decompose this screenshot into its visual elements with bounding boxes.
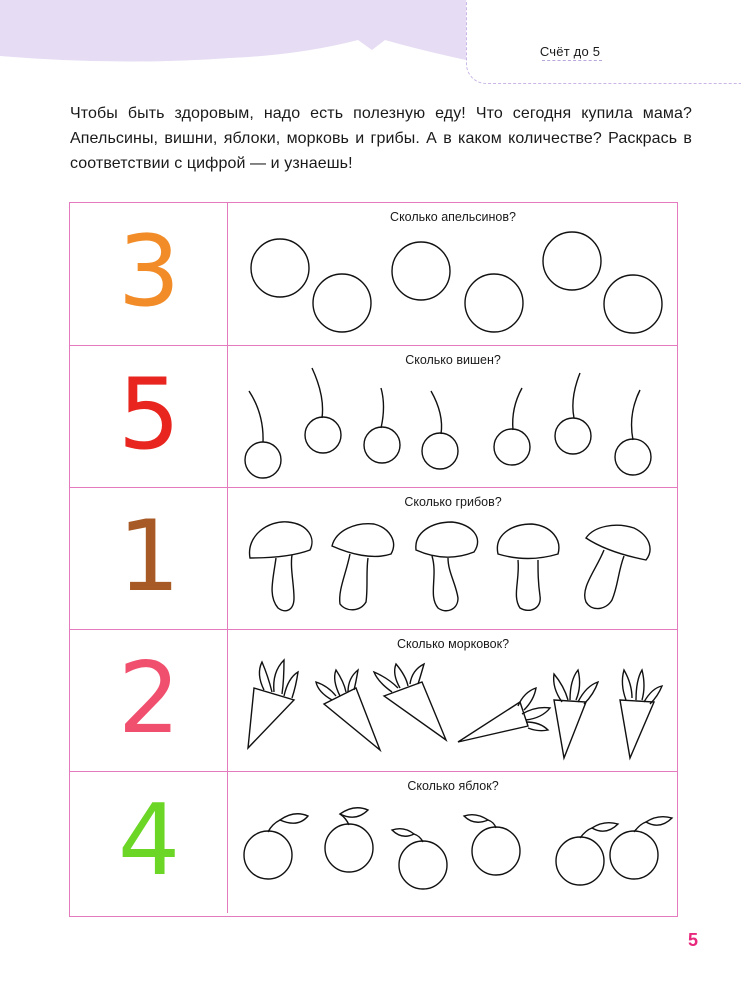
number-cell (70, 488, 228, 629)
task-instruction: Чтобы быть здоровым, надо есть полезную еду! Что сегодня купила мама? Апельсины, вишни, яблоки, морковь и грибы. А в каком количестве? Раскрась в соответствии с цифрой — и узнаешь! (70, 105, 692, 172)
cherry-stem (381, 388, 384, 428)
title-underline (542, 60, 602, 61)
page-number: 5 (687, 930, 698, 950)
question: Сколько вишен? (405, 353, 501, 367)
title-tab (466, 0, 741, 84)
apple-drawings[interactable] (228, 772, 678, 914)
cherry-stem (513, 388, 522, 430)
digit: 4 (117, 784, 181, 898)
cherry (555, 418, 591, 454)
row-apples (70, 771, 677, 913)
digit: 5 (117, 358, 181, 472)
carrot (620, 670, 662, 758)
orange (313, 274, 371, 332)
mushroom (585, 525, 650, 608)
cherry-drawings[interactable] (228, 346, 678, 488)
cherry-stem (632, 390, 640, 440)
apple (464, 815, 520, 875)
apple (325, 808, 373, 872)
counting-table (69, 202, 678, 917)
question: Сколько яблок? (407, 779, 499, 793)
orange (392, 242, 450, 300)
row-carrots (70, 629, 677, 771)
mushroom-drawings[interactable] (228, 488, 678, 630)
carrot (374, 664, 446, 740)
cherry (422, 433, 458, 469)
digit: 3 (117, 215, 181, 329)
orange (465, 274, 523, 332)
apple (392, 829, 447, 889)
mushroom (497, 524, 558, 610)
cherry (364, 427, 400, 463)
carrot (316, 670, 380, 750)
apple (244, 814, 308, 879)
row-cherries (70, 345, 677, 487)
orange-drawings[interactable] (228, 203, 678, 345)
digit: 2 (117, 642, 181, 756)
row-mushrooms (70, 487, 677, 629)
orange (604, 275, 662, 333)
number-cell (70, 772, 228, 913)
cherry-stem (249, 391, 263, 442)
carrot (554, 670, 598, 758)
mushroom (250, 522, 312, 611)
cherry (615, 439, 651, 475)
number-cell (70, 203, 228, 345)
cherry (245, 442, 281, 478)
cherry-stem (431, 391, 442, 434)
row-oranges (70, 203, 677, 345)
orange (251, 239, 309, 297)
question: Сколько апельсинов? (390, 210, 516, 224)
mushroom (332, 524, 394, 610)
cherry-stem (312, 368, 323, 418)
carrot (458, 688, 550, 742)
page-title: Счёт до 5 (539, 44, 601, 59)
question: Сколько морковок? (396, 637, 510, 651)
carrot (248, 660, 298, 748)
orange (543, 232, 601, 290)
apple (556, 823, 618, 885)
cherry (494, 429, 530, 465)
question: Сколько грибов? (404, 495, 502, 509)
number-cell (70, 346, 228, 487)
mushroom (416, 522, 478, 611)
digit: 1 (117, 500, 181, 614)
cherry (305, 417, 341, 453)
cherry-stem (573, 373, 580, 418)
apple (610, 817, 672, 879)
carrot-drawings[interactable] (228, 630, 678, 772)
number-cell (70, 630, 228, 771)
